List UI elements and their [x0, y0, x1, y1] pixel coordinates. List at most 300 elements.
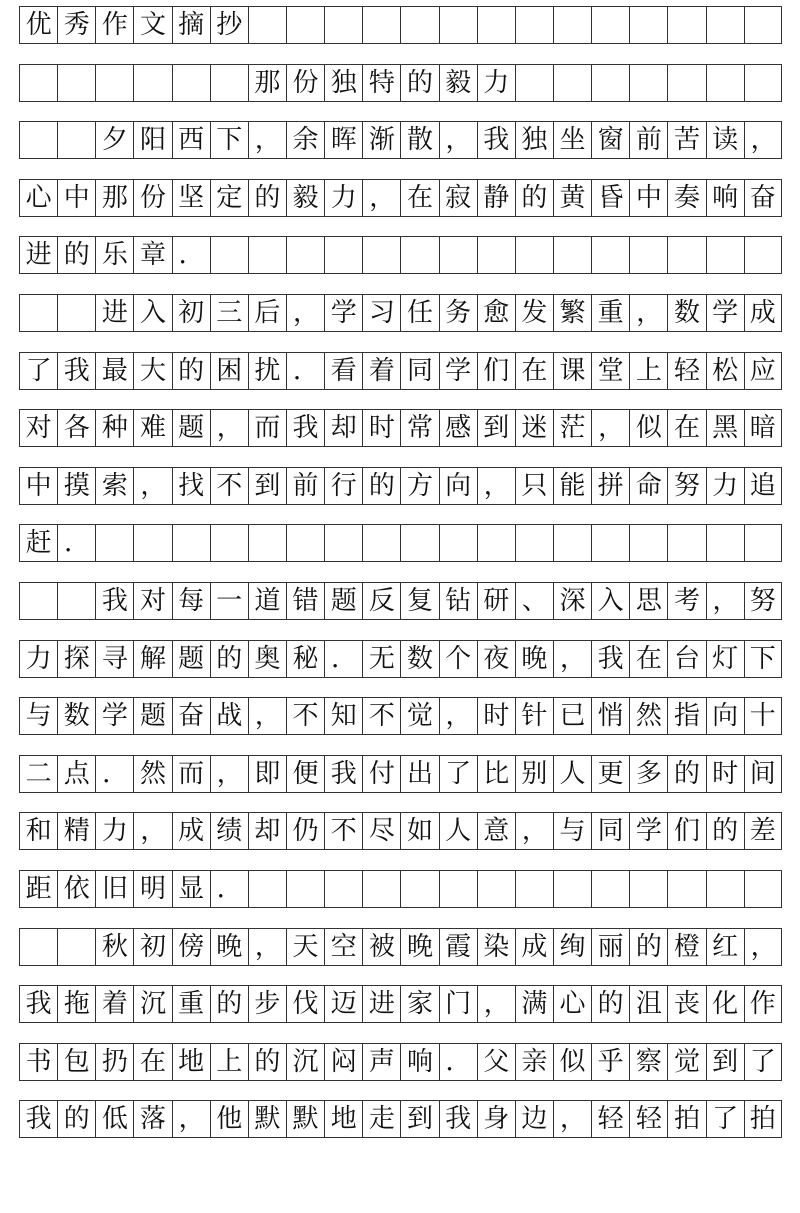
grid-cell: 门	[439, 986, 477, 1022]
grid-cell: 点	[57, 756, 95, 792]
grid-cell: 与	[553, 813, 591, 849]
grid-cell: 丽	[591, 929, 629, 965]
grid-cell: 反	[362, 583, 400, 619]
grid-cell: 旧	[95, 871, 133, 907]
grid-cell	[667, 525, 705, 561]
grid-cell: 尽	[362, 813, 400, 849]
grid-cell: 课	[553, 353, 591, 389]
grid-cell: 的	[172, 353, 210, 389]
grid-cell	[667, 65, 705, 101]
grid-cell: 最	[95, 353, 133, 389]
grid-cell: 毅	[439, 65, 477, 101]
grid-cell: 被	[362, 929, 400, 965]
grid-cell: 书	[19, 1044, 57, 1080]
grid-cell: 寻	[95, 641, 133, 677]
grid-cell	[744, 7, 782, 43]
grid-cell	[553, 871, 591, 907]
grid-cell: 上	[210, 1044, 248, 1080]
grid-cell: 了	[439, 756, 477, 792]
grid-cell	[706, 525, 744, 561]
grid-cell: 奋	[744, 180, 782, 216]
grid-row	[19, 640, 782, 678]
grid-cell: 不	[286, 698, 324, 734]
grid-cell: 成	[172, 813, 210, 849]
grid-cell: 上	[629, 353, 667, 389]
grid-cell: ，	[210, 410, 248, 446]
grid-cell: 台	[667, 641, 705, 677]
grid-cell: 距	[19, 871, 57, 907]
grid-cell: 务	[439, 295, 477, 331]
grid-cell: ，	[591, 410, 629, 446]
grid-cell: 晚	[400, 929, 438, 965]
grid-cell	[362, 871, 400, 907]
grid-cell: 题	[172, 410, 210, 446]
grid-cell: 重	[591, 295, 629, 331]
grid-cell	[553, 525, 591, 561]
grid-row	[19, 64, 782, 102]
grid-cell	[400, 7, 438, 43]
grid-cell: 三	[210, 295, 248, 331]
grid-cell: ，	[515, 813, 553, 849]
grid-cell: 觉	[400, 698, 438, 734]
grid-cell: 暗	[744, 410, 782, 446]
grid-cell: 数	[667, 295, 705, 331]
grid-cell	[210, 65, 248, 101]
grid-cell: 沮	[629, 986, 667, 1022]
grid-cell: 力	[95, 813, 133, 849]
grid-cell: 而	[172, 756, 210, 792]
grid-cell	[324, 7, 362, 43]
grid-cell: 明	[133, 871, 171, 907]
grid-cell: 灯	[706, 641, 744, 677]
grid-cell	[706, 237, 744, 273]
grid-cell: 在	[515, 353, 553, 389]
grid-cell: ，	[439, 698, 477, 734]
grid-cell: 扔	[95, 1044, 133, 1080]
grid-cell: 坚	[172, 180, 210, 216]
grid-cell: 沉	[286, 1044, 324, 1080]
grid-cell: 我	[439, 1101, 477, 1137]
grid-cell: 似	[553, 1044, 591, 1080]
grid-cell: 了	[744, 1044, 782, 1080]
grid-cell: 无	[362, 641, 400, 677]
grid-cell: ，	[210, 756, 248, 792]
grid-cell	[57, 122, 95, 158]
grid-cell: 化	[706, 986, 744, 1022]
grid-cell: 道	[248, 583, 286, 619]
grid-cell: ．	[439, 1044, 477, 1080]
grid-cell: 阳	[133, 122, 171, 158]
grid-row	[19, 1043, 782, 1081]
grid-cell	[286, 7, 324, 43]
grid-cell: 他	[210, 1101, 248, 1137]
grid-cell	[362, 525, 400, 561]
grid-cell: ，	[706, 583, 744, 619]
grid-cell: 觉	[667, 1044, 705, 1080]
grid-cell: 那	[248, 65, 286, 101]
grid-cell	[706, 871, 744, 907]
grid-cell: 对	[19, 410, 57, 446]
grid-cell: ，	[629, 295, 667, 331]
grid-cell	[324, 237, 362, 273]
grid-cell	[57, 583, 95, 619]
grid-cell: 时	[706, 756, 744, 792]
grid-cell: 应	[744, 353, 782, 389]
grid-cell: 向	[706, 698, 744, 734]
grid-cell: 入	[591, 583, 629, 619]
grid-cell: 即	[248, 756, 286, 792]
grid-cell: ，	[362, 180, 400, 216]
grid-cell	[706, 7, 744, 43]
grid-cell: 我	[477, 122, 515, 158]
grid-cell: 个	[439, 641, 477, 677]
grid-cell: 一	[210, 583, 248, 619]
grid-cell	[172, 525, 210, 561]
grid-cell: 不	[210, 468, 248, 504]
grid-cell	[19, 295, 57, 331]
grid-row	[19, 985, 782, 1023]
grid-cell: 奥	[248, 641, 286, 677]
grid-cell: 显	[172, 871, 210, 907]
grid-cell	[248, 525, 286, 561]
grid-row	[19, 928, 782, 966]
grid-cell: 力	[324, 180, 362, 216]
grid-cell: 悄	[591, 698, 629, 734]
grid-cell	[629, 7, 667, 43]
grid-cell: 余	[286, 122, 324, 158]
grid-cell: 繁	[553, 295, 591, 331]
grid-cell: 着	[362, 353, 400, 389]
grid-cell: 份	[286, 65, 324, 101]
grid-cell: 学	[706, 295, 744, 331]
grid-cell: 的	[515, 180, 553, 216]
grid-row	[19, 121, 782, 159]
grid-cell: 迈	[324, 986, 362, 1022]
grid-cell: 后	[248, 295, 286, 331]
grid-cell: 而	[248, 410, 286, 446]
grid-cell: 追	[744, 468, 782, 504]
grid-cell: 便	[286, 756, 324, 792]
grid-cell: 习	[362, 295, 400, 331]
grid-cell: 赶	[19, 525, 57, 561]
grid-cell: 、	[515, 583, 553, 619]
grid-cell	[172, 65, 210, 101]
grid-cell: 在	[400, 180, 438, 216]
grid-cell	[515, 871, 553, 907]
grid-cell: ，	[477, 986, 515, 1022]
grid-cell: 入	[133, 295, 171, 331]
grid-cell: 着	[95, 986, 133, 1022]
grid-cell: 指	[667, 698, 705, 734]
grid-cell: 昏	[591, 180, 629, 216]
grid-row	[19, 467, 782, 505]
grid-cell: 傍	[172, 929, 210, 965]
grid-row	[19, 582, 782, 620]
grid-cell: 重	[172, 986, 210, 1022]
grid-cell: 苦	[667, 122, 705, 158]
grid-cell: 橙	[667, 929, 705, 965]
grid-cell	[57, 929, 95, 965]
grid-cell	[591, 871, 629, 907]
grid-cell	[248, 7, 286, 43]
grid-cell: 学	[324, 295, 362, 331]
grid-cell: 复	[400, 583, 438, 619]
grid-cell: 边	[515, 1101, 553, 1137]
grid-cell	[667, 871, 705, 907]
grid-cell: 进	[19, 237, 57, 273]
grid-cell	[19, 122, 57, 158]
grid-cell: 种	[95, 410, 133, 446]
grid-cell: 间	[744, 756, 782, 792]
grid-cell: 家	[400, 986, 438, 1022]
grid-cell	[629, 65, 667, 101]
grid-cell: 窗	[591, 122, 629, 158]
grid-cell: 拍	[667, 1101, 705, 1137]
grid-cell: 拖	[57, 986, 95, 1022]
grid-cell: 的	[210, 641, 248, 677]
grid-cell: 研	[477, 583, 515, 619]
grid-cell	[286, 525, 324, 561]
grid-cell: 地	[324, 1101, 362, 1137]
grid-cell: 二	[19, 756, 57, 792]
grid-cell: ．	[57, 525, 95, 561]
grid-cell: 身	[477, 1101, 515, 1137]
grid-cell: 们	[667, 813, 705, 849]
grid-cell: 在	[629, 641, 667, 677]
grid-cell	[286, 871, 324, 907]
grid-cell: 我	[591, 641, 629, 677]
grid-row	[19, 1100, 782, 1138]
grid-cell	[133, 525, 171, 561]
grid-cell: ．	[172, 237, 210, 273]
grid-cell: 向	[439, 468, 477, 504]
grid-cell: 份	[133, 180, 171, 216]
grid-cell	[400, 525, 438, 561]
grid-cell: 比	[477, 756, 515, 792]
grid-cell: 父	[477, 1044, 515, 1080]
grid-cell: 我	[57, 353, 95, 389]
grid-cell: 到	[248, 468, 286, 504]
grid-cell: 满	[515, 986, 553, 1022]
grid-cell: 黄	[553, 180, 591, 216]
grid-cell: 渐	[362, 122, 400, 158]
grid-cell	[515, 237, 553, 273]
grid-cell: 的	[400, 65, 438, 101]
grid-cell: 人	[553, 756, 591, 792]
grid-cell	[515, 525, 553, 561]
grid-cell: 丧	[667, 986, 705, 1022]
grid-cell: 已	[553, 698, 591, 734]
grid-cell: 的	[57, 1101, 95, 1137]
grid-cell: 的	[362, 468, 400, 504]
grid-row	[19, 697, 782, 735]
grid-cell: 看	[324, 353, 362, 389]
grid-cell: 茫	[553, 410, 591, 446]
grid-cell: 默	[248, 1101, 286, 1137]
grid-cell: 题	[133, 698, 171, 734]
grid-cell: 的	[248, 1044, 286, 1080]
grid-cell	[477, 237, 515, 273]
grid-cell: 我	[19, 1101, 57, 1137]
grid-cell: 初	[133, 929, 171, 965]
grid-cell: 我	[19, 986, 57, 1022]
grid-cell: 学	[629, 813, 667, 849]
grid-cell: 人	[439, 813, 477, 849]
grid-cell	[515, 7, 553, 43]
grid-cell: 思	[629, 583, 667, 619]
grid-cell: 伐	[286, 986, 324, 1022]
grid-cell: 每	[172, 583, 210, 619]
grid-cell: 秋	[95, 929, 133, 965]
grid-cell: 初	[172, 295, 210, 331]
grid-cell: 依	[57, 871, 95, 907]
grid-cell: 题	[324, 583, 362, 619]
grid-cell: 中	[57, 180, 95, 216]
grid-cell: 成	[744, 295, 782, 331]
grid-row	[19, 870, 782, 908]
grid-cell	[286, 237, 324, 273]
grid-cell: 同	[400, 353, 438, 389]
grid-cell: 然	[629, 698, 667, 734]
grid-row	[19, 294, 782, 332]
grid-cell: 前	[629, 122, 667, 158]
grid-cell	[629, 237, 667, 273]
grid-cell: 响	[400, 1044, 438, 1080]
grid-cell	[95, 525, 133, 561]
grid-cell: 不	[362, 698, 400, 734]
grid-cell: 到	[706, 1044, 744, 1080]
grid-cell: 十	[744, 698, 782, 734]
grid-cell: 我	[95, 583, 133, 619]
grid-cell: ，	[133, 468, 171, 504]
grid-cell: 命	[629, 468, 667, 504]
grid-cell: 秀	[57, 7, 95, 43]
grid-cell: 力	[477, 65, 515, 101]
grid-cell: 的	[210, 986, 248, 1022]
grid-cell: 地	[172, 1044, 210, 1080]
grid-cell	[439, 237, 477, 273]
grid-cell: 夜	[477, 641, 515, 677]
grid-cell	[210, 525, 248, 561]
grid-cell: 了	[19, 353, 57, 389]
grid-cell	[629, 871, 667, 907]
grid-cell: 针	[515, 698, 553, 734]
grid-cell: 如	[400, 813, 438, 849]
grid-cell: 钻	[439, 583, 477, 619]
grid-cell: 独	[324, 65, 362, 101]
grid-cell: 时	[477, 698, 515, 734]
grid-row	[19, 812, 782, 850]
grid-cell: 感	[439, 410, 477, 446]
grid-cell	[439, 7, 477, 43]
grid-cell: 奏	[667, 180, 705, 216]
grid-cell	[362, 237, 400, 273]
grid-cell: 常	[400, 410, 438, 446]
grid-cell	[667, 237, 705, 273]
grid-cell: 努	[744, 583, 782, 619]
grid-cell: 作	[744, 986, 782, 1022]
grid-cell: ，	[477, 468, 515, 504]
grid-cell: 深	[553, 583, 591, 619]
grid-cell: 的	[706, 813, 744, 849]
grid-cell	[515, 65, 553, 101]
grid-cell	[553, 7, 591, 43]
grid-cell: 然	[133, 756, 171, 792]
grid-cell: 们	[477, 353, 515, 389]
grid-cell: 沉	[133, 986, 171, 1022]
grid-cell	[324, 871, 362, 907]
grid-cell: 别	[515, 756, 553, 792]
grid-cell: 察	[629, 1044, 667, 1080]
grid-cell	[553, 237, 591, 273]
grid-cell: ，	[248, 122, 286, 158]
grid-cell: 数	[57, 698, 95, 734]
grid-cell	[591, 525, 629, 561]
grid-cell: 落	[133, 1101, 171, 1137]
grid-cell: 仍	[286, 813, 324, 849]
grid-cell: 难	[133, 410, 171, 446]
grid-row	[19, 352, 782, 390]
grid-cell: 下	[744, 641, 782, 677]
grid-cell: 进	[362, 986, 400, 1022]
grid-cell: 松	[706, 353, 744, 389]
grid-cell: 任	[400, 295, 438, 331]
grid-cell: 努	[667, 468, 705, 504]
grid-cell: 的	[629, 929, 667, 965]
grid-cell: 我	[286, 410, 324, 446]
grid-cell	[744, 525, 782, 561]
grid-cell: 默	[286, 1101, 324, 1137]
grid-cell	[362, 7, 400, 43]
grid-row	[19, 6, 782, 44]
grid-cell: ．	[286, 353, 324, 389]
grid-cell: 章	[133, 237, 171, 273]
grid-cell	[133, 65, 171, 101]
grid-cell: ．	[324, 641, 362, 677]
grid-cell: 和	[19, 813, 57, 849]
grid-cell: 晚	[515, 641, 553, 677]
grid-cell: 中	[19, 468, 57, 504]
grid-cell: 考	[667, 583, 705, 619]
grid-cell	[400, 871, 438, 907]
grid-cell: 走	[362, 1101, 400, 1137]
grid-cell	[744, 237, 782, 273]
grid-cell: ，	[744, 122, 782, 158]
grid-cell: 扰	[248, 353, 286, 389]
grid-cell	[477, 7, 515, 43]
grid-cell	[477, 871, 515, 907]
grid-cell: 索	[95, 468, 133, 504]
grid-cell: 定	[210, 180, 248, 216]
grid-cell	[400, 237, 438, 273]
grid-cell: 拼	[591, 468, 629, 504]
grid-cell	[553, 65, 591, 101]
grid-cell: 前	[286, 468, 324, 504]
grid-cell	[477, 525, 515, 561]
grid-cell: 下	[210, 122, 248, 158]
grid-row	[19, 524, 782, 562]
grid-cell: 包	[57, 1044, 95, 1080]
grid-cell: 在	[667, 410, 705, 446]
grid-cell	[248, 237, 286, 273]
grid-cell: 差	[744, 813, 782, 849]
grid-cell: 西	[172, 122, 210, 158]
grid-cell: 能	[553, 468, 591, 504]
grid-cell: 同	[591, 813, 629, 849]
grid-cell: 绩	[210, 813, 248, 849]
grid-cell: 出	[400, 756, 438, 792]
grid-cell: 力	[706, 468, 744, 504]
